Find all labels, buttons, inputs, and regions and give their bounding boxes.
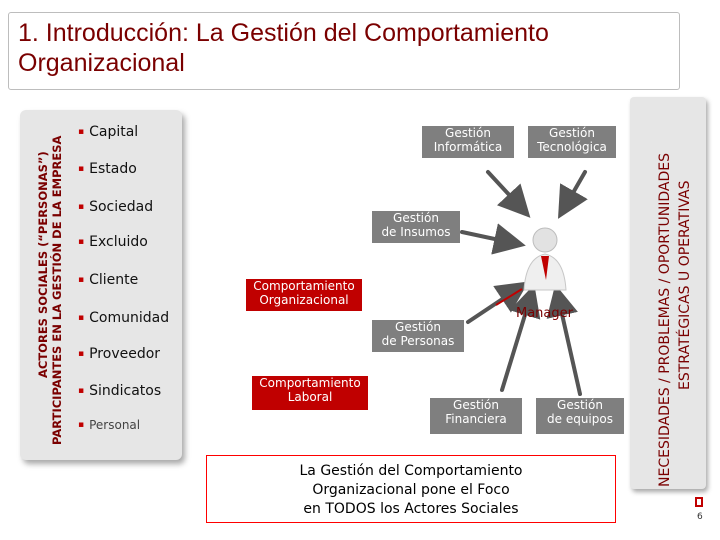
logo-icon xyxy=(694,496,704,508)
focus-line-2: Organizacional pone el Foco xyxy=(312,482,510,498)
title-line-2: Organizacional xyxy=(18,49,185,77)
actor-label: Cliente xyxy=(89,272,139,288)
bullet-icon: ▪ xyxy=(78,275,85,285)
manager-figure xyxy=(524,228,566,290)
manager-label: Manager xyxy=(516,306,573,321)
arrow-insumos xyxy=(462,232,518,244)
bullet-icon: ▪ xyxy=(78,313,85,323)
arrow-tecnologica xyxy=(562,172,585,212)
actor-label: Estado xyxy=(89,161,137,177)
actor-label: Personal xyxy=(89,418,141,432)
box-gestion-tecnologica: Gestión Tecnológica xyxy=(528,126,616,158)
bullet-icon: ▪ xyxy=(78,349,85,359)
box-comportamiento-laboral: Comportamiento Laboral xyxy=(252,376,368,410)
box-gestion-personas: Gestión de Personas xyxy=(372,320,464,352)
needs-vertical-label-2: ESTRATÉGICAS U OPERATIVAS xyxy=(677,180,693,390)
box-gestion-informatica: Gestión Informática xyxy=(422,126,514,158)
actor-label: Sociedad xyxy=(89,199,154,215)
page-number: 6 xyxy=(697,512,703,522)
arrow-personas xyxy=(468,286,522,322)
arrow-comportamiento xyxy=(496,289,522,305)
needs-vertical-label-1: NECESIDADES / PROBLEMAS / OPORTUNIDADES xyxy=(657,152,673,487)
actor-label: Comunidad xyxy=(89,310,170,326)
actor-label: Excluido xyxy=(89,234,148,250)
box-comportamiento-organizacional: Comportamiento Organizacional xyxy=(246,279,362,311)
bullet-icon: ▪ xyxy=(78,127,85,137)
box-gestion-insumos: Gestión de Insumos xyxy=(372,211,460,243)
actors-vertical-label-1: ACTORES SOCIALES (“PERSONAS”) xyxy=(36,151,50,378)
bullet-icon: ▪ xyxy=(78,202,85,212)
bullet-icon: ▪ xyxy=(78,237,85,247)
bullet-icon: ▪ xyxy=(78,420,85,430)
focus-statement xyxy=(206,455,616,523)
focus-line-3: en TODOS los Actores Sociales xyxy=(303,501,519,517)
arrow-informatica xyxy=(488,172,525,212)
focus-line-1: La Gestión del Comportamiento xyxy=(299,463,523,479)
box-gestion-financiera: Gestión Financiera xyxy=(430,398,522,434)
actors-vertical-label-2: PARTICIPANTES EN LA GESTIÓN DE LA EMPRESA xyxy=(50,135,64,445)
box-gestion-equipos: Gestión de equipos xyxy=(536,398,624,434)
actor-label: Proveedor xyxy=(89,346,161,362)
bullet-icon: ▪ xyxy=(78,164,85,174)
title-line-1: 1. Introducción: La Gestión del Comportamiento xyxy=(18,19,549,47)
bullet-icon: ▪ xyxy=(78,386,85,396)
actor-label: Sindicatos xyxy=(89,383,162,399)
actor-label: Capital xyxy=(89,124,139,140)
